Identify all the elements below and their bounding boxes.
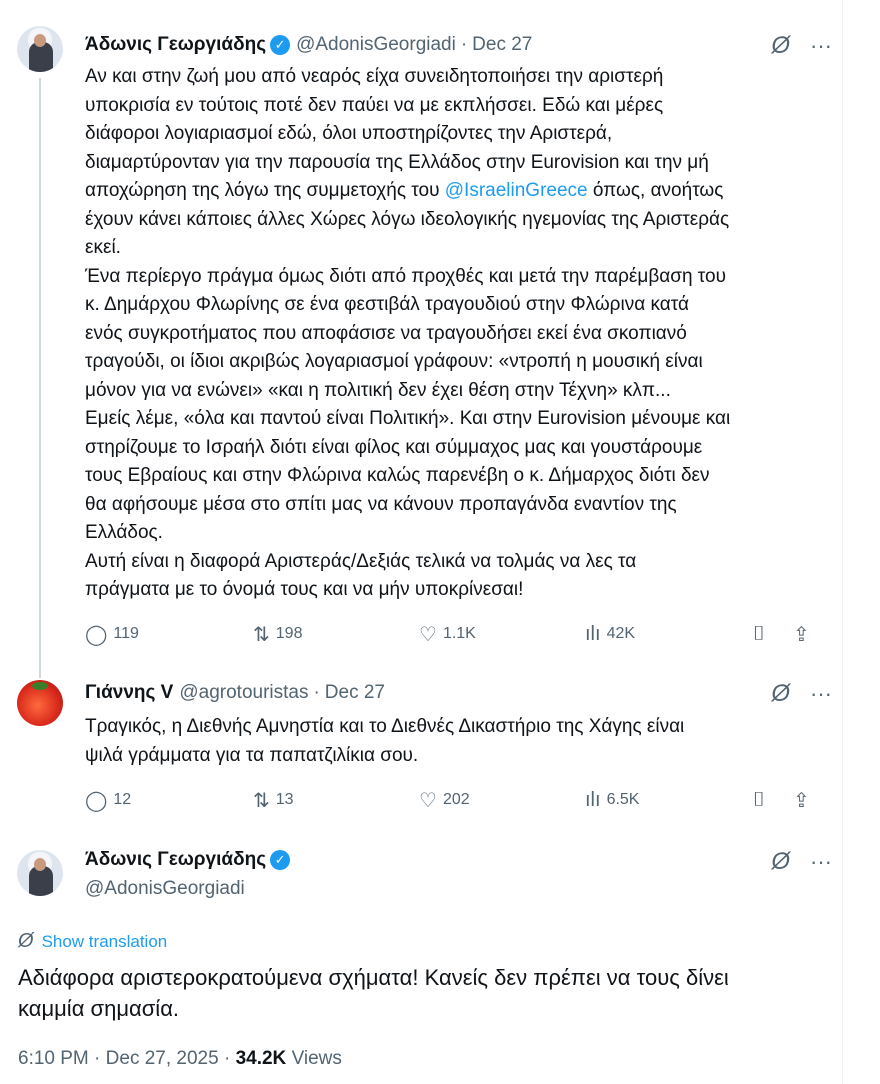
- author-name[interactable]: Γιάννης V: [85, 682, 174, 703]
- view-count: 42K: [606, 625, 636, 642]
- text-line: [85, 177, 730, 206]
- share-button[interactable]: [793, 785, 810, 815]
- text-fragment: όπως, ανοήτως: [587, 180, 724, 201]
- reply-button[interactable]: [85, 619, 139, 649]
- show-translation-label: Show translation: [41, 931, 168, 951]
- grok-icon[interactable]: Ø: [771, 680, 791, 707]
- share-button[interactable]: [793, 619, 810, 649]
- text-line: πράγματα με το όνομά τους και να μήν υποκρίνεσαι!: [85, 579, 524, 600]
- show-translation-link[interactable]: [18, 930, 167, 953]
- tweet-top-icons: [771, 680, 832, 708]
- text-line: Εμείς λέμε, «όλα και παντού είναι Πολιτική». Και στην Eurovision μένουμε και: [85, 408, 731, 429]
- text-line: θα αφήσουμε μέσα στο σπίτι μας να κάνουν προπαγάνδα εναντίον της: [85, 493, 677, 515]
- tweet-header: [85, 849, 296, 871]
- tweet-top-icons: [771, 848, 832, 876]
- text-line: τους Εβραίους και στην Φλώρινα καλώς παρενέβη ο κ. Δήμαρχος διότι δεν: [85, 465, 710, 486]
- verified-badge-icon: ✓: [270, 850, 290, 870]
- reply-count: 12: [113, 791, 132, 808]
- tweet-date[interactable]: Dec 27: [324, 682, 385, 703]
- text-line: Ελλάδος.: [85, 522, 163, 543]
- repost-count: 13: [275, 791, 294, 808]
- tweet-text: [85, 63, 730, 605]
- avatar[interactable]: [17, 680, 63, 726]
- avatar[interactable]: [17, 26, 63, 72]
- action-bar: [85, 785, 820, 815]
- text-line: στηρίζουμε το Ισραήλ διότι είναι φίλος και σύμμαχος μας και γουστάρουμε: [85, 436, 703, 458]
- like-button[interactable]: [419, 785, 470, 815]
- tweet-time[interactable]: 6:10 PM: [18, 1048, 89, 1069]
- tweet-text: [85, 713, 684, 770]
- tweet-text: [18, 962, 729, 1024]
- text-line: Τραγικός, η Διεθνής Αμνηστία και το Διεθνές Δικαστήριο της Χάγης είναι: [85, 716, 685, 737]
- reply-count: 119: [113, 625, 139, 642]
- separator: ·: [223, 1048, 231, 1069]
- text-line: μόνον για να ενώνει» «και η πολιτική δεν έχει θέση στην Τέχνη» κλπ...: [85, 379, 671, 401]
- text-line: ενός συγκροτήματος που αποφάσισε να τραγουδήσει εκεί ένα σκοπιανό: [85, 322, 687, 344]
- grok-icon[interactable]: Ø: [771, 32, 791, 59]
- tweet-full-date[interactable]: Dec 27, 2025: [105, 1048, 219, 1069]
- repost-icon: ⇅: [253, 623, 270, 646]
- like-button[interactable]: [419, 619, 476, 649]
- share-icon: ⇪: [793, 623, 810, 646]
- text-line: ψιλά γράμματα για τα παπατζιλίκια σου.: [85, 744, 419, 766]
- text-line: Ένα περίεργο πράγμα όμως διότι από προχθές και μετά την παρέμβαση του: [85, 265, 726, 287]
- author-handle[interactable]: @AdonisGeorgiadi: [296, 34, 456, 55]
- text-line: Αυτή είναι η διαφορά Αριστεράς/Δεξιάς τελικά να τολμάς να λες τα: [85, 550, 637, 572]
- views-icon: ılı: [585, 788, 601, 811]
- text-line: Αδιάφορα αριστεροκρατούμενα σχήματα! Κανείς δεν πρέπει να τους δίνει: [18, 965, 729, 990]
- separator: ·: [94, 1048, 101, 1069]
- text-line: καμμία σημασία.: [18, 996, 180, 1021]
- text-fragment: αποχώρηση της λόγω της συμμετοχής του: [85, 180, 445, 201]
- bookmark-icon: ⌷: [753, 788, 765, 811]
- views-icon: ılı: [585, 622, 601, 645]
- tweet-header: [85, 34, 532, 56]
- mention-link[interactable]: @IsraelinGreece: [444, 180, 588, 201]
- translate-icon: Ø: [18, 930, 34, 952]
- text-line: τραγούδι, οι ίδιοι ακριβώς λογαριασμοί γράφουν: «ντροπή η μουσική είναι: [85, 351, 703, 372]
- heart-icon: ♡: [419, 623, 437, 646]
- text-line: εκεί.: [85, 237, 121, 258]
- reply-icon: ◯: [85, 623, 108, 646]
- tweet-date[interactable]: Dec 27: [472, 34, 533, 55]
- text-line: Αν και στην ζωή μου από νεαρός είχα συνειδητοποιήσει την αριστερή: [85, 66, 664, 87]
- author-name[interactable]: Άδωνις Γεωργιάδης: [85, 849, 267, 870]
- reply-icon: ◯: [85, 789, 108, 812]
- bookmark-button[interactable]: [753, 619, 765, 649]
- column-border: [842, 0, 843, 1084]
- thread-line: [39, 78, 41, 678]
- like-count: 202: [442, 791, 470, 808]
- text-line: διάφοροι λογιαριασμοί εδώ, όλοι υποστηρίζοντες την Αριστερά,: [85, 123, 613, 144]
- author-handle[interactable]: @AdonisGeorgiadi: [85, 878, 245, 899]
- text-line: κ. Δημάρχου Φλωρίνης σε ένα φεστιβάλ τραγουδιού στην Φλώρινα κατά: [85, 294, 689, 315]
- like-count: 1.1K: [442, 625, 476, 642]
- more-icon[interactable]: ···: [810, 33, 832, 58]
- bookmark-icon: ⌷: [753, 622, 765, 645]
- repost-count: 198: [275, 625, 303, 642]
- view-count: 6.5K: [606, 791, 640, 808]
- views-button[interactable]: [585, 619, 635, 649]
- tweet-meta: [18, 1048, 342, 1070]
- separator: ·: [313, 682, 320, 703]
- views-button[interactable]: [585, 785, 639, 815]
- repost-button[interactable]: [253, 619, 302, 649]
- view-count: 34.2K: [235, 1048, 287, 1069]
- more-icon[interactable]: ···: [810, 681, 832, 706]
- grok-icon[interactable]: Ø: [771, 848, 791, 875]
- repost-icon: ⇅: [253, 789, 270, 812]
- text-line: υποκρισία εν τούτοις ποτέ δεν παύει να με εκπλήσσει. Εδώ και μέρες: [85, 94, 664, 116]
- bookmark-button[interactable]: [753, 785, 765, 815]
- avatar[interactable]: [17, 850, 63, 896]
- heart-icon: ♡: [419, 789, 437, 812]
- reply-button[interactable]: [85, 785, 131, 815]
- text-line: έχουν κάνει κάποιες άλλες Χώρες λόγω ιδεολογικής ηγεμονίας της Αριστεράς: [85, 208, 730, 230]
- verified-badge-icon: ✓: [270, 35, 290, 55]
- tweet-top-icons: [771, 32, 832, 60]
- views-label: Views: [291, 1048, 342, 1069]
- author-name[interactable]: Άδωνις Γεωργιάδης: [85, 34, 267, 55]
- tweet-header: [85, 682, 385, 704]
- action-bar: [85, 619, 820, 649]
- share-icon: ⇪: [793, 789, 810, 812]
- text-line: διαμαρτύρονταν για την παρουσία της Ελλάδος στην Eurovision και την μή: [85, 151, 709, 173]
- author-handle[interactable]: @agrotouristas: [179, 682, 309, 703]
- more-icon[interactable]: ···: [810, 849, 832, 874]
- separator: ·: [460, 34, 468, 55]
- repost-button[interactable]: [253, 785, 294, 815]
